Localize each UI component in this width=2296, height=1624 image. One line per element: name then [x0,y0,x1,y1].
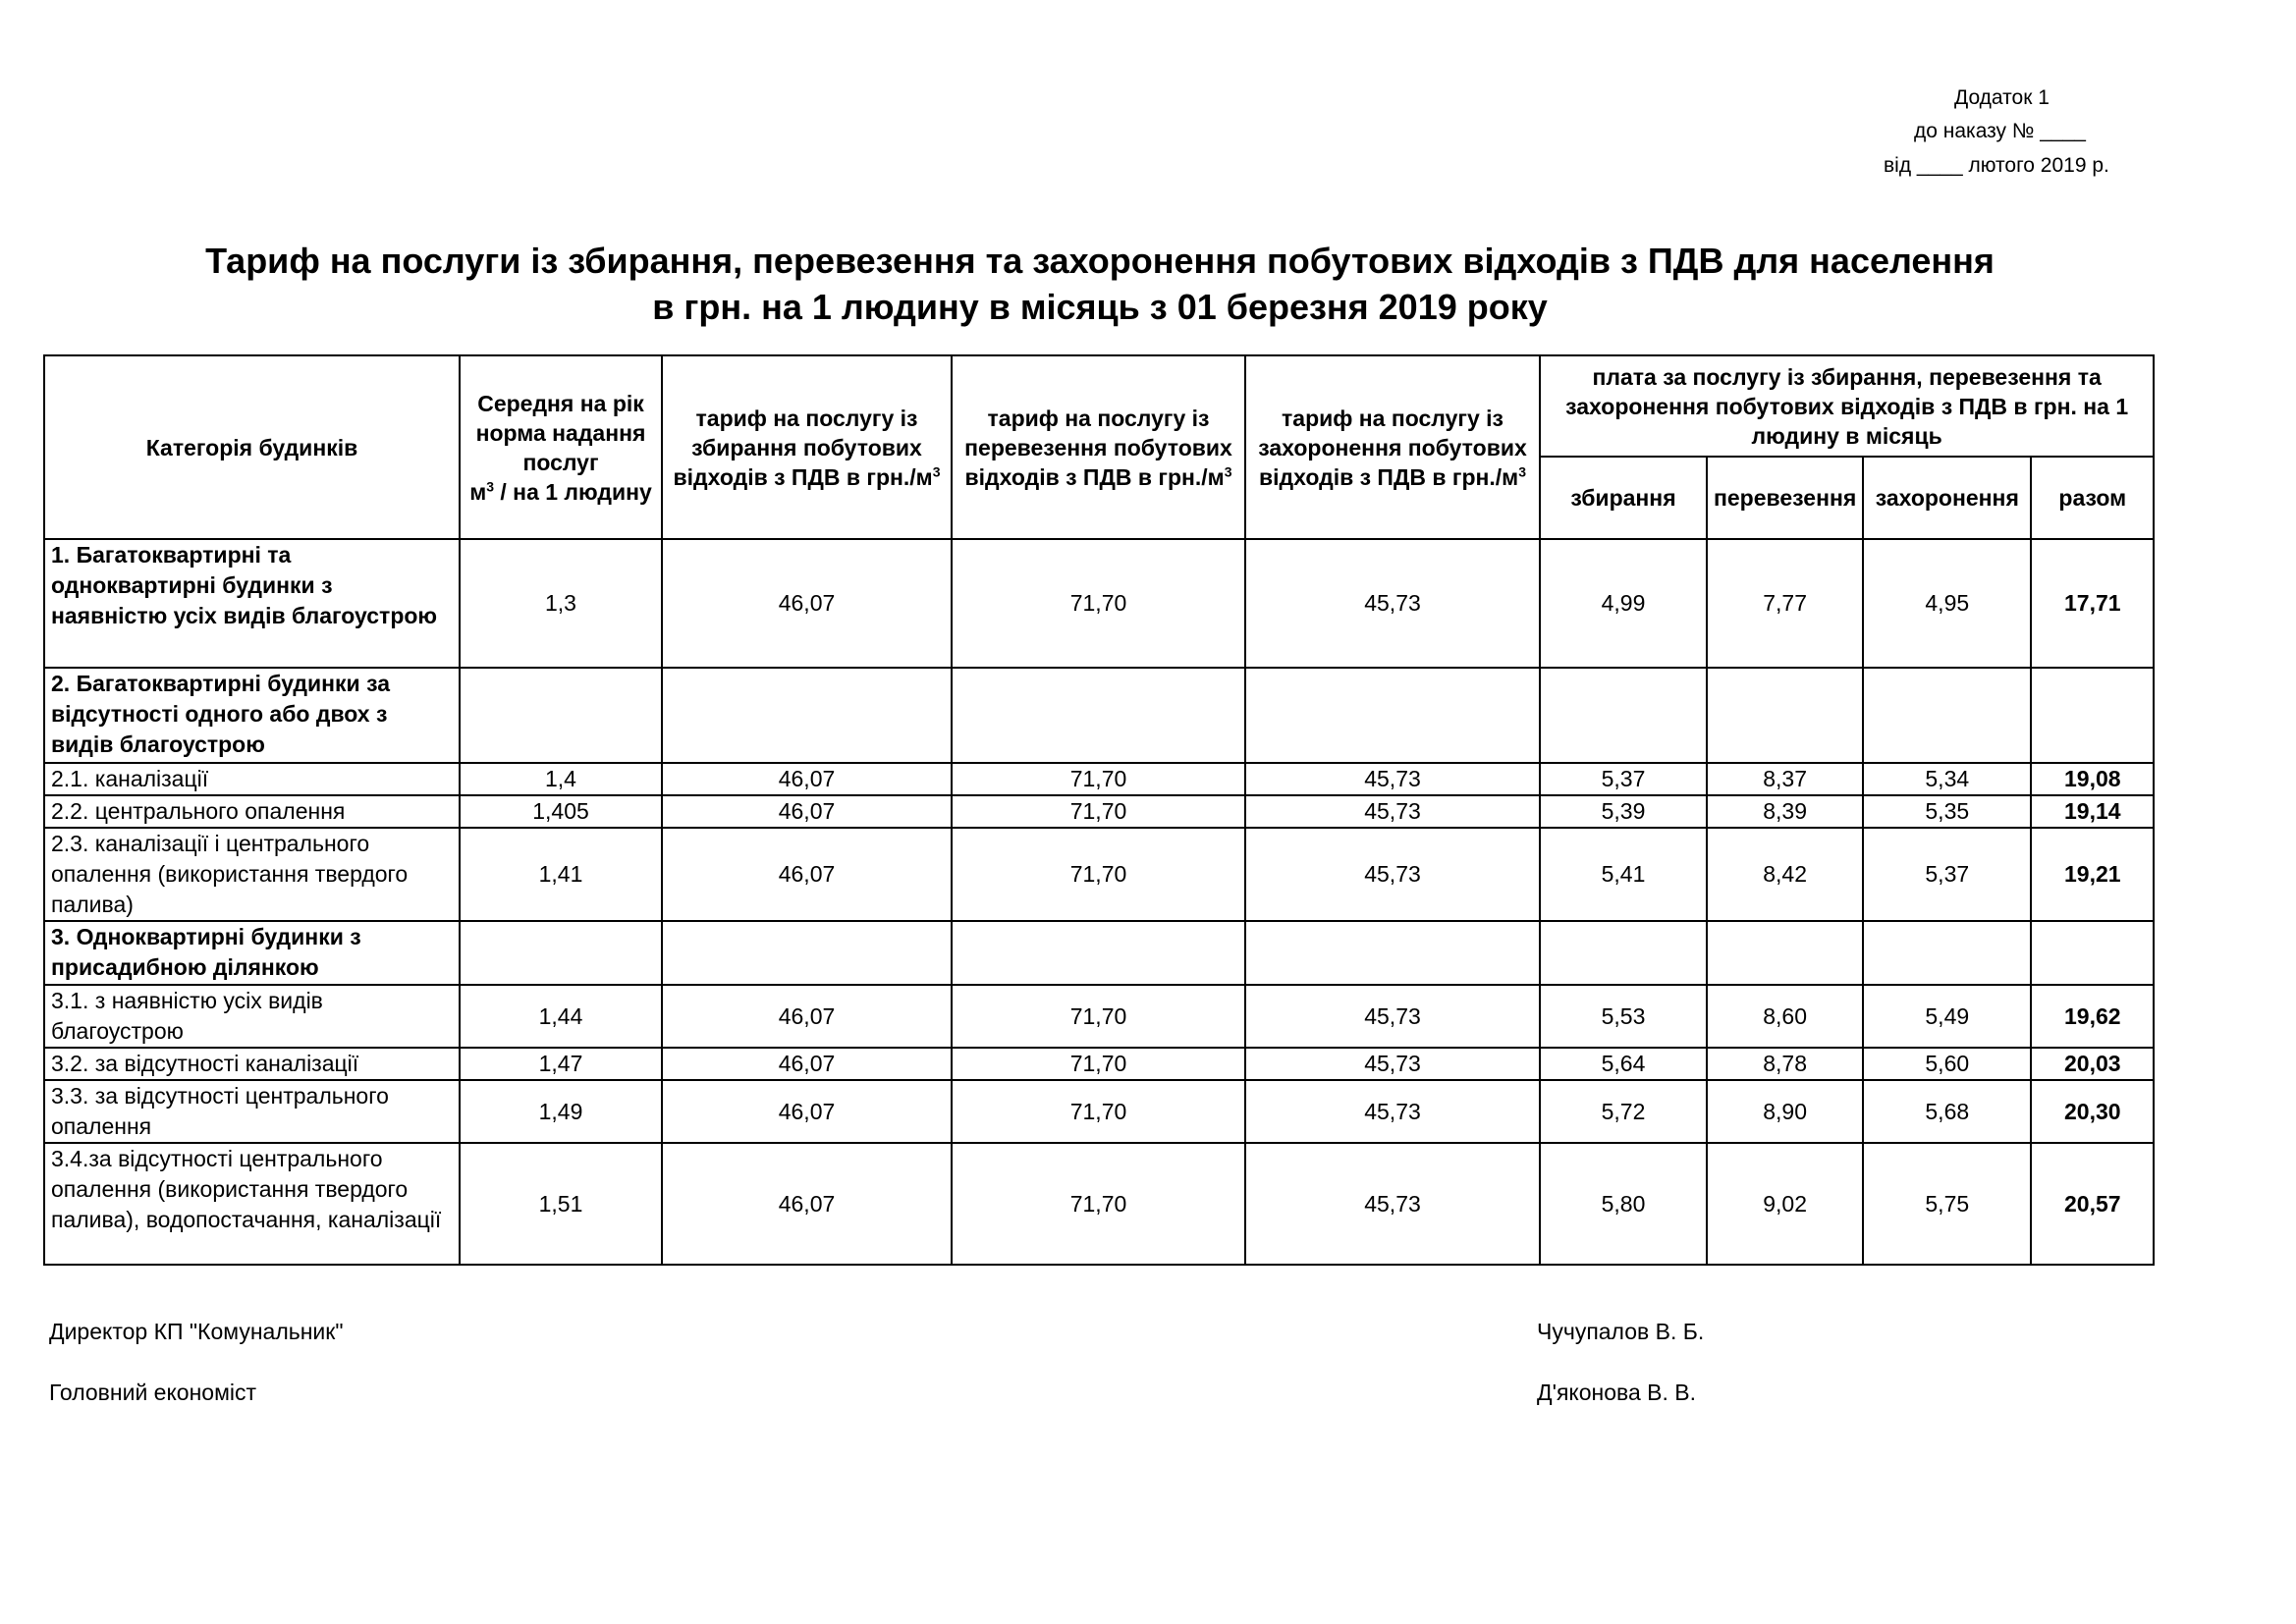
cell-norm: 1,4 [460,763,662,795]
cell-payment-transport: 8,78 [1707,1048,1863,1080]
table-row [44,828,2154,921]
cell-norm: 1,51 [460,1143,662,1265]
cell-tariff-collection: 46,07 [662,763,952,795]
cell-payment-collection [1540,921,1707,985]
cell-tariff-collection: 46,07 [662,539,952,668]
cell-category: 2. Багатоквартирні будинки за відсутності одного або двох з видів благоустрою [44,668,460,763]
cell-payment-total: 19,14 [2031,795,2154,828]
header-norm-unit-sup: 3 [486,477,494,494]
cell-payment-total [2031,921,2154,985]
table-row [44,1048,2154,1080]
table-row [44,795,2154,828]
cell-payment-total: 17,71 [2031,539,2154,668]
cell-norm: 1,41 [460,828,662,921]
annex-line-1: Додаток 1 [1954,86,2050,109]
cell-tariff-collection: 46,07 [662,1048,952,1080]
cell-norm: 1,47 [460,1048,662,1080]
cell-norm [460,921,662,985]
cell-tariff-burial: 45,73 [1245,1048,1540,1080]
cell-tariff-burial: 45,73 [1245,1143,1540,1265]
cell-norm: 1,49 [460,1080,662,1143]
document-title-line-1: Тариф на послуги із збирання, перевезення та захоронення побутових відходів з ПДВ для населення [205,241,1995,281]
cell-tariff-collection [662,921,952,985]
header-norm-text: Середня на рік норма надання послуг [475,390,646,475]
cell-tariff-transport: 71,70 [952,539,1245,668]
cell-tariff-collection: 46,07 [662,828,952,921]
cell-tariff-transport: 71,70 [952,985,1245,1048]
header-burial: захоронення [1863,457,2031,539]
cell-payment-transport: 8,60 [1707,985,1863,1048]
cell-tariff-transport: 71,70 [952,763,1245,795]
header-tariff-burial-text: тариф на послугу із захоронення побутових відходів з ПДВ в грн./м [1258,405,1527,490]
cell-tariff-collection: 46,07 [662,985,952,1048]
cell-payment-burial: 5,60 [1863,1048,2031,1080]
header-transport: перевезення [1707,457,1863,539]
cell-payment-collection: 5,72 [1540,1080,1707,1143]
cell-payment-collection: 5,37 [1540,763,1707,795]
cell-payment-transport: 8,42 [1707,828,1863,921]
header-payment-group: плата за послугу із збирання, перевезення та захоронення побутових відходів з ПДВ в грн. на 1 людину в місяць [1540,355,2154,457]
cell-category: 3.3. за відсутності центрального опалення [44,1080,460,1143]
cell-payment-transport: 8,37 [1707,763,1863,795]
header-collection: збирання [1540,457,1707,539]
header-tariff-burial-sup: 3 [1518,462,1526,479]
cell-payment-burial: 5,34 [1863,763,2031,795]
cell-tariff-collection: 46,07 [662,1143,952,1265]
cell-payment-transport: 9,02 [1707,1143,1863,1265]
director-name: Чучупалов В. Б. [1537,1319,1705,1344]
table-row [44,921,2154,985]
cell-payment-total: 19,62 [2031,985,2154,1048]
header-norm-unit-m: м [469,478,487,505]
cell-category: 3.1. з наявністю усіх видів благоустрою [44,985,460,1048]
cell-tariff-transport [952,921,1245,985]
cell-payment-burial: 5,75 [1863,1143,2031,1265]
cell-norm: 1,44 [460,985,662,1048]
cell-payment-transport: 7,77 [1707,539,1863,668]
cell-tariff-transport: 71,70 [952,1080,1245,1143]
header-category: Категорія будинків [44,355,460,539]
cell-category: 3. Одноквартирні будинки з присадибною ділянкою [44,921,460,985]
cell-tariff-burial [1245,668,1540,763]
economist-name: Д'яконова В. В. [1537,1380,1697,1405]
economist-title: Головний економіст [49,1380,257,1405]
cell-payment-burial: 5,37 [1863,828,2031,921]
header-tariff-collection-sup: 3 [932,462,941,479]
cell-tariff-transport: 71,70 [952,1143,1245,1265]
cell-tariff-burial: 45,73 [1245,1080,1540,1143]
header-norm-unit-rest: / на 1 людину [494,478,652,505]
cell-tariff-burial: 45,73 [1245,763,1540,795]
cell-payment-total: 20,57 [2031,1143,2154,1265]
cell-payment-total: 19,08 [2031,763,2154,795]
cell-payment-transport: 8,90 [1707,1080,1863,1143]
header-tariff-transport [952,355,1245,539]
cell-tariff-transport: 71,70 [952,828,1245,921]
cell-tariff-collection [662,668,952,763]
cell-tariff-transport: 71,70 [952,1048,1245,1080]
cell-payment-transport [1707,921,1863,985]
cell-payment-burial: 5,35 [1863,795,2031,828]
cell-category: 2.1. каналізації [44,763,460,795]
header-tariff-collection [662,355,952,539]
cell-payment-total: 20,30 [2031,1080,2154,1143]
cell-payment-burial: 4,95 [1863,539,2031,668]
cell-category: 2.3. каналізації і центрального опалення (використання твердого палива) [44,828,460,921]
header-norm [460,355,662,539]
cell-tariff-collection: 46,07 [662,1080,952,1143]
header-tariff-transport-sup: 3 [1224,462,1232,479]
table-row [44,668,2154,763]
cell-payment-collection [1540,668,1707,763]
cell-payment-collection: 5,64 [1540,1048,1707,1080]
cell-norm: 1,3 [460,539,662,668]
cell-category: 3.4.за відсутності центрального опалення (використання твердого палива), водопостачання, каналізації [44,1143,460,1265]
cell-tariff-transport [952,668,1245,763]
cell-payment-burial: 5,49 [1863,985,2031,1048]
annex-line-2: до наказу № ____ [1914,120,2086,142]
tariff-table [43,354,2155,1266]
cell-tariff-burial: 45,73 [1245,985,1540,1048]
table-row [44,1080,2154,1143]
header-tariff-burial [1245,355,1540,539]
header-tariff-transport-text: тариф на послугу із перевезення побутових відходів з ПДВ в грн./м [964,405,1232,490]
header-tariff-collection-text: тариф на послугу із збирання побутових відходів з ПДВ в грн./м [673,405,933,490]
cell-tariff-burial [1245,921,1540,985]
cell-payment-collection: 5,39 [1540,795,1707,828]
cell-payment-burial [1863,668,2031,763]
cell-payment-transport [1707,668,1863,763]
cell-norm: 1,405 [460,795,662,828]
table-row [44,763,2154,795]
cell-payment-collection: 5,80 [1540,1143,1707,1265]
cell-category: 1. Багатоквартирні та одноквартирні будинки з наявністю усіх видів благоустрою [44,539,460,668]
cell-category: 3.2. за відсутності каналізації [44,1048,460,1080]
cell-tariff-burial: 45,73 [1245,795,1540,828]
cell-tariff-burial: 45,73 [1245,539,1540,668]
header-total: разом [2031,457,2154,539]
cell-norm [460,668,662,763]
cell-category: 2.2. центрального опалення [44,795,460,828]
cell-payment-burial: 5,68 [1863,1080,2031,1143]
table-row [44,1143,2154,1265]
cell-payment-total: 20,03 [2031,1048,2154,1080]
cell-payment-transport: 8,39 [1707,795,1863,828]
cell-payment-burial [1863,921,2031,985]
cell-tariff-collection: 46,07 [662,795,952,828]
table-row [44,985,2154,1048]
document-title-line-2: в грн. на 1 людину в місяць з 01 березня 2019 року [652,287,1548,327]
cell-payment-collection: 5,41 [1540,828,1707,921]
director-title: Директор КП "Комунальник" [49,1319,344,1344]
cell-payment-total: 19,21 [2031,828,2154,921]
cell-payment-collection: 5,53 [1540,985,1707,1048]
table-row [44,539,2154,668]
cell-payment-total [2031,668,2154,763]
cell-tariff-burial: 45,73 [1245,828,1540,921]
annex-line-3: від ____ лютого 2019 р. [1884,154,2109,177]
cell-payment-collection: 4,99 [1540,539,1707,668]
cell-tariff-transport: 71,70 [952,795,1245,828]
